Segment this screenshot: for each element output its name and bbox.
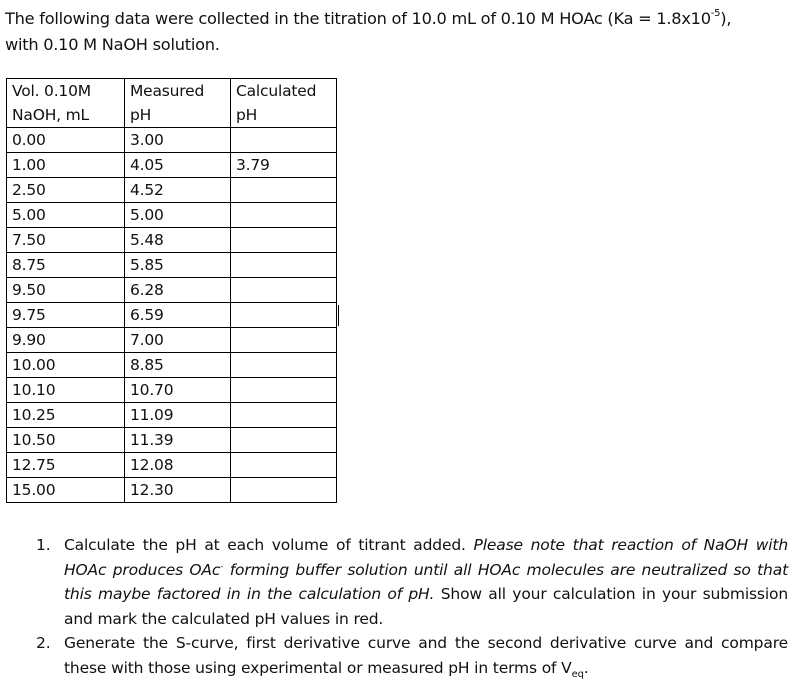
task-number-1: 1. <box>36 536 51 554</box>
cell-volume: 5.00 <box>7 203 125 228</box>
cell-measured-ph: 10.70 <box>125 378 231 403</box>
cell-measured-ph: 5.48 <box>125 228 231 253</box>
cell-calculated-ph[interactable] <box>231 328 337 353</box>
cell-measured-ph: 11.39 <box>125 428 231 453</box>
task-2-instruction: Generate the S-curve, first derivative curve and the second derivative curve and compare these with those using experimental or measured pH in terms of V <box>64 634 788 677</box>
table-row <box>7 128 337 153</box>
cell-calculated-ph[interactable] <box>231 478 337 503</box>
ka-exponent: -5 <box>710 7 721 19</box>
cell-volume: 7.50 <box>7 228 125 253</box>
task-item-1 <box>36 533 788 631</box>
cell-calculated-ph[interactable] <box>231 178 337 203</box>
header-volume <box>7 79 125 128</box>
task-number-2: 2. <box>36 634 51 652</box>
problem-intro <box>5 6 790 58</box>
table-row <box>7 403 337 428</box>
cell-calculated-ph[interactable] <box>231 228 337 253</box>
cell-calculated-ph[interactable] <box>231 253 337 278</box>
cell-volume: 9.90 <box>7 328 125 353</box>
cell-volume: 2.50 <box>7 178 125 203</box>
task-1-note-charge: - <box>220 561 224 572</box>
header-calculated-line-1: Calculated <box>236 82 317 100</box>
table-row <box>7 478 337 503</box>
cell-measured-ph: 6.28 <box>125 278 231 303</box>
cell-calculated-ph[interactable] <box>231 453 337 478</box>
header-calculated-line-2: pH <box>236 106 258 124</box>
header-volume-line-1: Vol. 0.10M <box>12 82 91 100</box>
cell-volume: 9.50 <box>7 278 125 303</box>
cell-measured-ph: 5.00 <box>125 203 231 228</box>
titration-data-table <box>6 78 337 503</box>
cell-volume: 10.00 <box>7 353 125 378</box>
cell-calculated-ph[interactable] <box>231 203 337 228</box>
cell-calculated-ph[interactable] <box>231 403 337 428</box>
task-1-note-part-a: Please note that reaction of NaOH with HOAc produces OAc <box>64 536 789 579</box>
cell-measured-ph: 12.30 <box>125 478 231 503</box>
table-row <box>7 453 337 478</box>
cell-calculated-ph[interactable] <box>231 428 337 453</box>
table-row <box>7 228 337 253</box>
cell-measured-ph: 6.59 <box>125 303 231 328</box>
cell-calculated-ph[interactable] <box>231 128 337 153</box>
header-measured-line-1: Measured <box>130 82 205 100</box>
cell-measured-ph: 12.08 <box>125 453 231 478</box>
text-cursor <box>338 305 339 326</box>
task-1-submission-note: Show all your calculation in your submission and mark the calculated pH values in red. <box>64 585 789 628</box>
cell-volume: 1.00 <box>7 153 125 178</box>
table-row <box>7 428 337 453</box>
header-measured-ph <box>125 79 231 128</box>
cell-calculated-ph[interactable]: 3.79 <box>231 153 337 178</box>
task-2-subscript: eq <box>571 668 584 680</box>
cell-measured-ph: 11.09 <box>125 403 231 428</box>
cell-calculated-ph[interactable] <box>231 378 337 403</box>
intro-line-1 <box>5 9 731 28</box>
table-row <box>7 303 337 328</box>
cell-calculated-ph[interactable] <box>231 353 337 378</box>
cell-volume: 0.00 <box>7 128 125 153</box>
header-volume-line-2: NaOH, mL <box>12 106 89 124</box>
task-1-note-part-b: forming buffer solution until all HOAc molecules are neutralized so that this maybe factored in in the calculation of pH. <box>64 560 788 603</box>
cell-measured-ph: 8.85 <box>125 353 231 378</box>
cell-measured-ph: 3.00 <box>125 128 231 153</box>
table-row <box>7 153 337 178</box>
cell-measured-ph: 5.85 <box>125 253 231 278</box>
table-row <box>7 378 337 403</box>
table-row <box>7 203 337 228</box>
cell-calculated-ph[interactable] <box>231 303 337 328</box>
cell-volume: 10.10 <box>7 378 125 403</box>
table-row <box>7 328 337 353</box>
intro-line-1-text: The following data were collected in the titration of 10.0 mL of 0.10 M HOAc (Ka = 1.8x10 <box>5 9 711 28</box>
table-row <box>7 278 337 303</box>
cell-measured-ph: 4.52 <box>125 178 231 203</box>
table-body <box>7 79 337 503</box>
cell-volume: 8.75 <box>7 253 125 278</box>
header-calculated-ph[interactable] <box>231 79 337 128</box>
header-measured-line-2: pH <box>130 106 152 124</box>
cell-volume: 10.25 <box>7 403 125 428</box>
cell-volume: 9.75 <box>7 303 125 328</box>
table-row <box>7 253 337 278</box>
task-2-end: . <box>583 658 589 677</box>
task-item-2 <box>36 631 788 680</box>
table-header-row <box>7 79 337 128</box>
intro-line-2: with 0.10 M NaOH solution. <box>5 35 220 54</box>
cell-volume: 12.75 <box>7 453 125 478</box>
table-row <box>7 178 337 203</box>
intro-line-1-end: ), <box>720 9 732 28</box>
task-list <box>36 533 788 680</box>
cell-measured-ph: 4.05 <box>125 153 231 178</box>
cell-calculated-ph[interactable] <box>231 278 337 303</box>
task-1-instruction: Calculate the pH at each volume of titrant added. <box>64 536 466 554</box>
table-row <box>7 353 337 378</box>
cell-volume: 15.00 <box>7 478 125 503</box>
cell-measured-ph: 7.00 <box>125 328 231 353</box>
cell-volume: 10.50 <box>7 428 125 453</box>
